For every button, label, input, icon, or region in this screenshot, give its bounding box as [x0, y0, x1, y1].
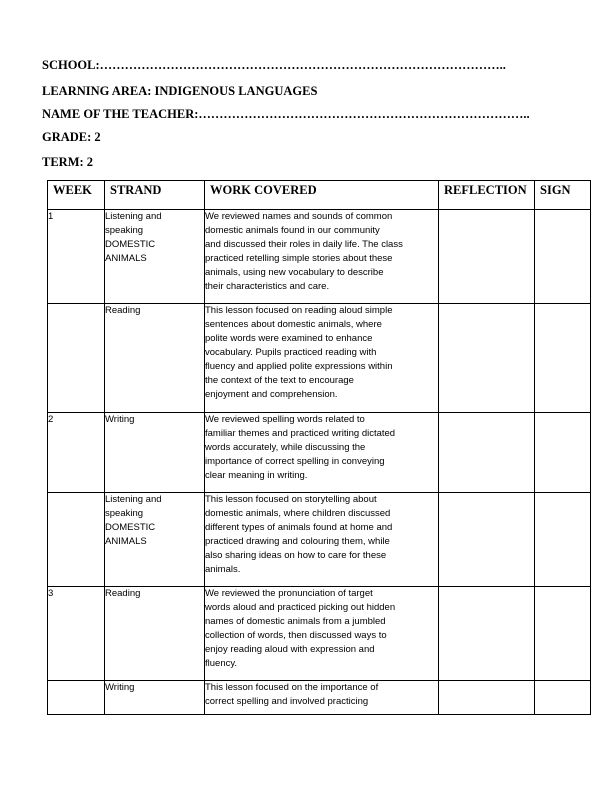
school-line: SCHOOL:……………………………………………………………………………………..: [42, 58, 506, 72]
week-cell: 2: [48, 413, 105, 493]
work-covered-line: sentences about domestic animals, where: [205, 319, 382, 330]
work-covered-line: names of domestic animals from a jumbled: [205, 616, 386, 627]
work-covered-line: different types of animals found at home and: [205, 522, 393, 533]
work-covered-line: animals, using new vocabulary to describe: [205, 267, 384, 278]
header-row: [48, 181, 591, 210]
strand-line: Listening and: [105, 211, 162, 222]
work-covered-cell: [205, 413, 439, 493]
work-covered-line: enjoyment and comprehension.: [205, 389, 338, 400]
work-covered-line: domestic animals found in our community: [205, 225, 380, 236]
column-header-work-covered: WORK COVERED: [205, 181, 439, 210]
strand-line: speaking: [105, 508, 144, 519]
work-covered-line: We reviewed the pronunciation of target: [205, 588, 373, 599]
strand-cell: [105, 210, 205, 304]
work-covered-line: fluency.: [205, 658, 238, 669]
strand-line: DOMESTIC: [105, 522, 156, 533]
strand-line: speaking: [105, 225, 144, 236]
strand-line: DOMESTIC: [105, 239, 156, 250]
reflection-cell[interactable]: [439, 304, 535, 413]
strand-cell: [105, 413, 205, 493]
strand-line: Writing: [105, 682, 135, 693]
table-row: [48, 304, 591, 413]
work-covered-cell: [205, 587, 439, 681]
work-covered-line: practiced drawing and colouring them, while: [205, 536, 390, 547]
work-covered-line: also sharing ideas on how to care for these: [205, 550, 387, 561]
strand-line: Listening and: [105, 494, 162, 505]
work-covered-line: familiar themes and practiced writing dictated: [205, 428, 396, 439]
work-covered-line: We reviewed names and sounds of common: [205, 211, 393, 222]
work-covered-line: This lesson focused on storytelling about: [205, 494, 377, 505]
strand-cell: [105, 304, 205, 413]
table-row: [48, 413, 591, 493]
teacher-name-line: NAME OF THE TEACHER:……………………………………………………………………..: [42, 107, 530, 121]
records-of-work-table: [47, 180, 591, 715]
table-row: [48, 681, 591, 715]
grade-line: GRADE: 2: [42, 130, 101, 144]
reflection-cell[interactable]: [439, 493, 535, 587]
work-covered-line: fluency and applied polite expressions within: [205, 361, 393, 372]
work-covered-cell: [205, 493, 439, 587]
reflection-cell[interactable]: [439, 681, 535, 715]
column-header-strand: STRAND: [105, 181, 205, 210]
table-body: [48, 210, 591, 715]
term-line: TERM: 2: [42, 155, 94, 169]
strand-line: Reading: [105, 305, 141, 316]
reflection-cell[interactable]: [439, 413, 535, 493]
strand-cell: [105, 587, 205, 681]
work-covered-line: practiced retelling simple stories about these: [205, 253, 393, 264]
column-header-week: WEEK: [48, 181, 105, 210]
sign-cell[interactable]: [535, 587, 591, 681]
strand-line: Reading: [105, 588, 141, 599]
table-row: [48, 587, 591, 681]
work-covered-line: domestic animals, where children discussed: [205, 508, 391, 519]
work-covered-cell: [205, 210, 439, 304]
table-row: [48, 210, 591, 304]
work-covered-line: This lesson focused on the importance of: [205, 682, 379, 693]
work-covered-line: vocabulary. Pupils practiced reading with: [205, 347, 377, 358]
table-row: [48, 493, 591, 587]
week-cell: [48, 493, 105, 587]
work-covered-line: This lesson focused on reading aloud simple: [205, 305, 393, 316]
work-covered-line: importance of correct spelling in conveying: [205, 456, 385, 467]
reflection-cell[interactable]: [439, 210, 535, 304]
sign-cell[interactable]: [535, 681, 591, 715]
work-covered-cell: [205, 304, 439, 413]
sign-cell[interactable]: [535, 413, 591, 493]
strand-line: ANIMALS: [105, 536, 147, 547]
week-cell: 1: [48, 210, 105, 304]
strand-line: Writing: [105, 414, 135, 425]
work-covered-line: and discussed their roles in daily life. The class: [205, 239, 403, 250]
table-header: [48, 181, 591, 210]
strand-cell: [105, 681, 205, 715]
work-covered-line: words aloud and practiced picking out hidden: [205, 602, 396, 613]
work-covered-line: clear meaning in writing.: [205, 470, 308, 481]
column-header-reflection: REFLECTION: [439, 181, 535, 210]
work-covered-line: words accurately, while discussing the: [205, 442, 366, 453]
work-covered-line: We reviewed spelling words related to: [205, 414, 365, 425]
sign-cell[interactable]: [535, 304, 591, 413]
work-covered-line: animals.: [205, 564, 241, 575]
work-covered-line: correct spelling and involved practicing: [205, 696, 369, 707]
work-covered-line: polite words were examined to enhance: [205, 333, 373, 344]
work-covered-line: the context of the text to encourage: [205, 375, 354, 386]
column-header-sign: SIGN: [535, 181, 591, 210]
work-covered-line: their characteristics and care.: [205, 281, 330, 292]
strand-line: ANIMALS: [105, 253, 147, 264]
work-covered-line: collection of words, then discussed ways to: [205, 630, 387, 641]
week-cell: 3: [48, 587, 105, 681]
week-cell: [48, 681, 105, 715]
strand-cell: [105, 493, 205, 587]
sign-cell[interactable]: [535, 493, 591, 587]
learning-area-line: LEARNING AREA: INDIGENOUS LANGUAGES: [42, 84, 318, 98]
week-cell: [48, 304, 105, 413]
work-covered-cell: [205, 681, 439, 715]
reflection-cell[interactable]: [439, 587, 535, 681]
sign-cell[interactable]: [535, 210, 591, 304]
work-covered-line: enjoy reading aloud with expression and: [205, 644, 375, 655]
